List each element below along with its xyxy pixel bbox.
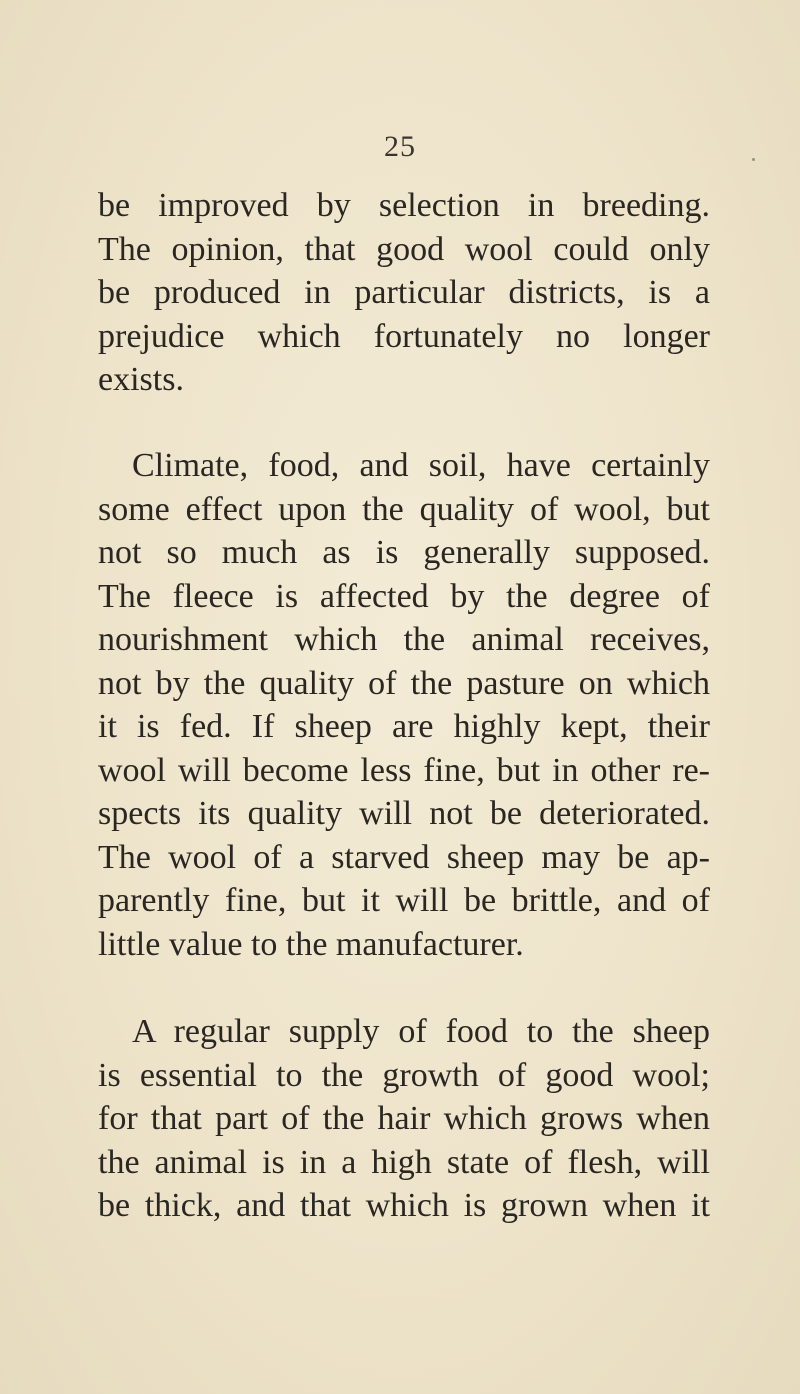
text-line: not so much as is generally supposed. [98,534,710,571]
text-line: it is fed. If sheep are highly kept, their [98,708,710,745]
text-line: wool will become less fine, but in other re- [98,751,710,789]
text-line: be improved by selection in breeding. [98,187,710,224]
text-line: The opinion, that good wool could only [98,230,710,268]
paragraph-1 [98,184,710,402]
text-line: parently fine, but it will be brittle, and of [98,882,710,919]
paragraph-3 [98,1010,710,1228]
text-line: is essential to the growth of good wool; [98,1056,710,1094]
text-line: spects its quality will not be deteriorated. [98,795,710,832]
paragraph-2 [98,444,710,966]
text-line: prejudice which fortunately no longer [98,317,710,355]
text-line: exists. [98,361,184,398]
text-line: for that part of the hair which grows when [98,1100,710,1137]
page-number: 25 [384,130,416,163]
text-line: some effect upon the quality of wool, but [98,490,710,528]
text-line: A regular supply of food to the sheep [132,1013,710,1050]
text-line: nourishment which the animal receives, [98,621,710,658]
text-line: The wool of a starved sheep may be ap- [98,838,710,876]
text-line: not by the quality of the pasture on which [98,664,710,702]
text-line: the animal is in a high state of flesh, will [98,1143,710,1181]
text-line: be produced in particular districts, is a [98,274,710,311]
text-line: be thick, and that which is grown when it [98,1187,710,1224]
text-line: The fleece is affected by the degree of [98,577,710,615]
text-line: little value to the manufacturer. [98,925,524,963]
text-line: Climate, food, and soil, have certainly [132,447,710,484]
